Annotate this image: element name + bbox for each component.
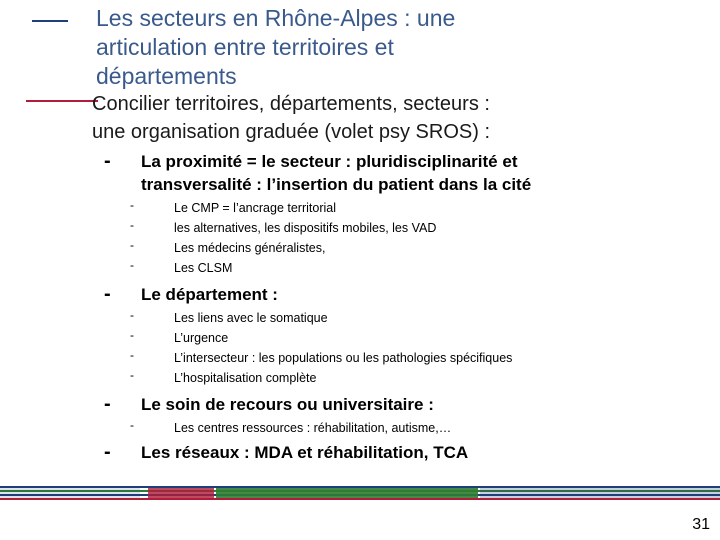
footer-stripes bbox=[0, 484, 720, 504]
subtitle-accent-line bbox=[26, 100, 98, 102]
stripe-block-navy bbox=[0, 488, 140, 498]
bullet-line: Le soin de recours ou universitaire : bbox=[141, 395, 434, 414]
stripe-crimson bbox=[0, 498, 720, 500]
bullet-dash: - bbox=[104, 150, 111, 172]
bullet-text bbox=[141, 441, 611, 464]
sub-item-text: L’urgence bbox=[174, 331, 229, 345]
slide-subtitle bbox=[92, 90, 702, 146]
bullet-text bbox=[141, 283, 611, 306]
sub-bullet-dash: - bbox=[130, 198, 134, 212]
sub-bullet-dash: - bbox=[130, 328, 134, 342]
sub-item-text: Le CMP = l’ancrage territorial bbox=[174, 201, 336, 215]
sub-item-text: les alternatives, les dispositifs mobiles, les VAD bbox=[174, 221, 437, 235]
bullet-dash: - bbox=[104, 393, 111, 415]
subtitle-line: une organisation graduée (volet psy SROS) : bbox=[92, 121, 490, 143]
bullet-line: La proximité = le secteur : pluridisciplinarité et bbox=[141, 152, 518, 171]
sub-bullet-dash: - bbox=[130, 218, 134, 232]
stripe-navy bbox=[0, 486, 720, 488]
page-number: 31 bbox=[692, 516, 710, 533]
sub-bullet-dash: - bbox=[130, 348, 134, 362]
bullet-dash: - bbox=[104, 283, 111, 305]
sub-bullet-dash: - bbox=[130, 238, 134, 252]
sub-bullet-dash: - bbox=[130, 418, 134, 432]
title-accent-line bbox=[32, 20, 68, 22]
sub-item-text: Les CLSM bbox=[174, 261, 233, 275]
bullet-line: Le département : bbox=[141, 285, 278, 304]
bullet-text bbox=[141, 393, 611, 416]
sub-item-text: Les liens avec le somatique bbox=[174, 311, 328, 325]
title-line: Les secteurs en Rhône-Alpes : une bbox=[96, 5, 456, 31]
sub-bullet-dash: - bbox=[130, 308, 134, 322]
sub-item-text: Les centres ressources : réhabilitation, autisme,… bbox=[174, 421, 452, 435]
sub-bullet-dash: - bbox=[130, 368, 134, 382]
title-line: articulation entre territoires et bbox=[96, 34, 394, 60]
bullet-line: transversalité : l’insertion du patient dans la cité bbox=[141, 175, 532, 194]
bullet-dash: - bbox=[104, 441, 111, 463]
slide-title bbox=[96, 4, 656, 91]
sub-item-text: Les médecins généralistes, bbox=[174, 241, 326, 255]
sub-bullet-dash: - bbox=[130, 258, 134, 272]
stripe-block-green bbox=[216, 488, 478, 498]
title-line: départements bbox=[96, 63, 237, 89]
subtitle-line: Concilier territoires, départements, secteurs : bbox=[92, 93, 490, 115]
sub-item-text: L’intersecteur : les populations ou les pathologies spécifiques bbox=[174, 351, 513, 365]
stripe-block-crimson bbox=[148, 488, 214, 498]
sub-item-text: L’hospitalisation complète bbox=[174, 371, 317, 385]
bullet-line: Les réseaux : MDA et réhabilitation, TCA bbox=[141, 443, 469, 462]
bullet-text bbox=[141, 150, 611, 196]
stripe-block-navy bbox=[480, 488, 720, 498]
